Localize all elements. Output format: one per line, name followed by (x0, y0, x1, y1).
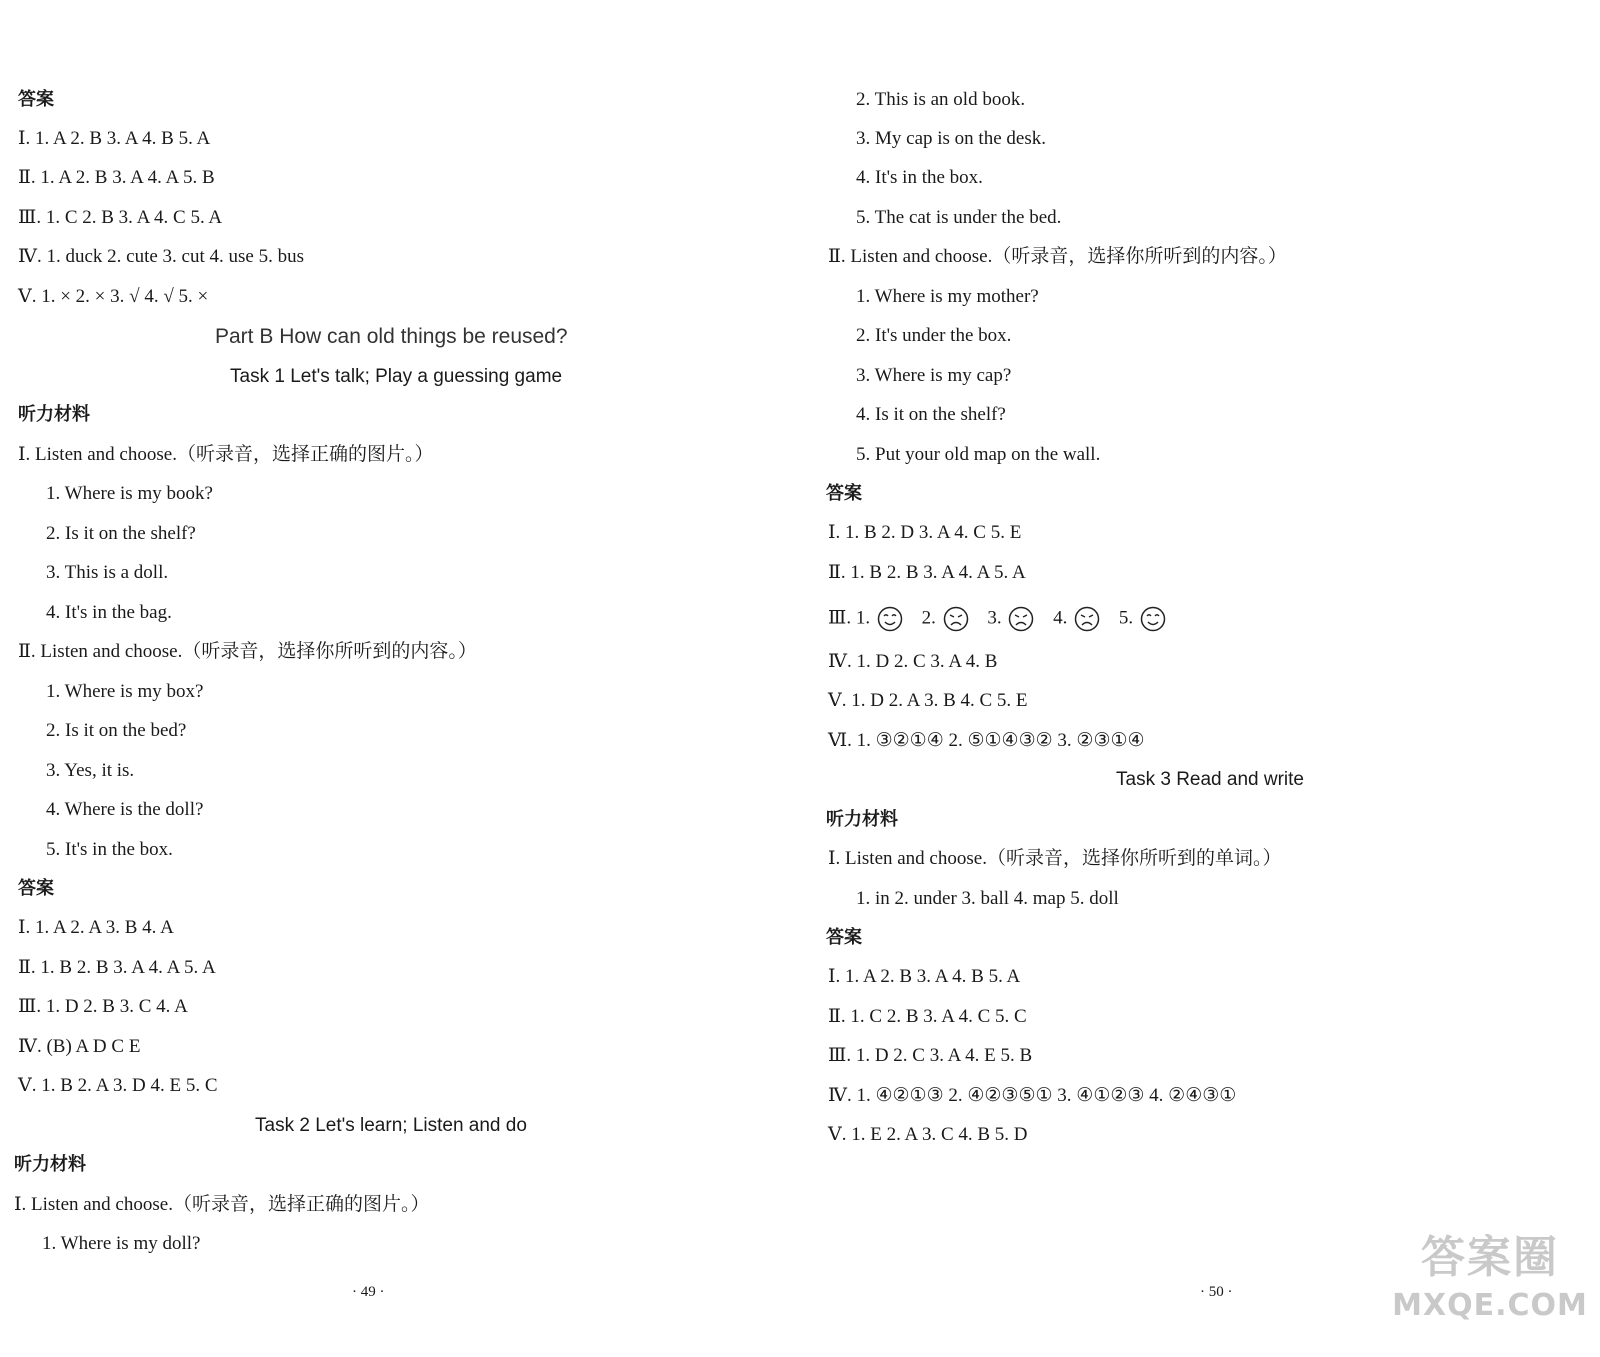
watermark-text-cn: 答案圈 (1421, 1232, 1559, 1283)
answer-heading: 答案 (826, 927, 862, 948)
listening-item: 4. Where is the doll? (46, 799, 204, 820)
face-answer-number: 1. (855, 607, 871, 629)
sad-face-icon (1074, 606, 1100, 632)
answer-line: Ⅰ. 1. A 2. B 3. A 4. B 5. A (828, 966, 1021, 987)
sad-face-icon (943, 606, 969, 632)
answer-heading: 答案 (826, 483, 862, 504)
listening-item: 2. Is it on the shelf? (46, 523, 196, 544)
answer-line: Ⅱ. 1. B 2. B 3. A 4. A 5. A (18, 957, 216, 978)
face-answer-number: 4. (1053, 607, 1068, 629)
part-b-title: Part B How can old things be reused? (215, 325, 568, 348)
face-answer-number: 3. (987, 607, 1002, 629)
answer-line: Ⅲ. 1. D 2. B 3. C 4. A (18, 996, 188, 1017)
answer-line: Ⅳ. (B) A D C E (18, 1036, 141, 1057)
listening-item: 1. Where is my box? (46, 681, 204, 702)
sad-face-icon (1008, 606, 1034, 632)
right-page (800, 0, 1600, 1357)
task-1-title: Task 1 Let's talk; Play a guessing game (230, 366, 563, 387)
exercise-instruction: Ⅰ. Listen and choose.（听录音，选择正确的图片。） (18, 444, 434, 465)
answer-heading: 答案 (18, 878, 54, 899)
listening-item: 2. Is it on the bed? (46, 720, 187, 741)
answer-line: Ⅳ. 1. ④②①③ 2. ④②③⑤① 3. ④①②③ 4. ②④③① (828, 1085, 1237, 1106)
listening-item: 1. Where is my doll? (42, 1233, 201, 1254)
face-answer-number: 5. (1118, 607, 1134, 629)
smiley-face-icon (1140, 606, 1166, 632)
listening-item: 5. Put your old map on the wall. (856, 444, 1101, 465)
listening-item: 5. It's in the box. (46, 839, 173, 860)
answer-line: Ⅱ. 1. C 2. B 3. A 4. C 5. C (828, 1006, 1027, 1027)
answer-line: Ⅴ. 1. E 2. A 3. C 4. B 5. D (828, 1124, 1028, 1145)
listening-item: 4. Is it on the shelf? (856, 404, 1006, 425)
listening-item: 4. It's in the bag. (46, 602, 172, 623)
answer-line: Ⅰ. 1. B 2. D 3. A 4. C 5. E (828, 522, 1022, 543)
listening-material-heading: 听力材料 (18, 404, 90, 425)
answer-line: Ⅳ. 1. duck 2. cute 3. cut 4. use 5. bus (18, 246, 304, 267)
watermark-text-en: MXQE.COM (1392, 1288, 1588, 1323)
listening-item: 4. It's in the box. (856, 167, 983, 188)
answer-line: Ⅲ. 1. D 2. C 3. A 4. E 5. B (828, 1045, 1033, 1066)
page-number: · 50 · (1200, 1284, 1233, 1300)
task-2-title: Task 2 Let's learn; Listen and do (255, 1115, 527, 1136)
answer-line: Ⅴ. 1. × 2. × 3. √ 4. √ 5. × (18, 286, 209, 307)
answer-line: Ⅴ. 1. B 2. A 3. D 4. E 5. C (18, 1075, 218, 1096)
listening-item: 1. in 2. under 3. ball 4. map 5. doll (856, 888, 1119, 909)
answer-line: Ⅱ. 1. B 2. B 3. A 4. A 5. A (828, 562, 1026, 583)
exercise-instruction: Ⅱ. Listen and choose.（听录音，选择你所听到的内容。） (828, 246, 1287, 267)
listening-item: 1. Where is my book? (46, 483, 213, 504)
answer-line: Ⅵ. 1. ③②①④ 2. ⑤①④③② 3. ②③①④ (828, 730, 1145, 751)
listening-item: 1. Where is my mother? (856, 286, 1039, 307)
answer-line: Ⅰ. 1. A 2. B 3. A 4. B 5. A (18, 128, 211, 149)
listening-material-heading: 听力材料 (14, 1154, 86, 1175)
exercise-instruction: Ⅱ. Listen and choose.（听录音，选择你所听到的内容。） (18, 641, 477, 662)
answer-line: Ⅲ. 1. C 2. B 3. A 4. C 5. A (18, 207, 223, 228)
face-answer-line (828, 606, 1180, 632)
answer-line: Ⅱ. 1. A 2. B 3. A 4. A 5. B (18, 167, 215, 188)
page-number: · 49 · (352, 1284, 385, 1300)
answer-line: Ⅰ. 1. A 2. A 3. B 4. A (18, 917, 174, 938)
listening-item: 3. This is a doll. (46, 562, 169, 583)
listening-material-heading: 听力材料 (826, 809, 898, 830)
answer-line: Ⅴ. 1. D 2. A 3. B 4. C 5. E (828, 690, 1028, 711)
listening-item: 3. My cap is on the desk. (856, 128, 1046, 149)
listening-item: 3. Where is my cap? (856, 365, 1012, 386)
answer-heading: 答案 (18, 89, 54, 110)
task-3-title: Task 3 Read and write (1116, 769, 1304, 790)
exercise-instruction: Ⅰ. Listen and choose.（听录音，选择你所听到的单词。） (828, 848, 1282, 869)
listening-item: 2. This is an old book. (856, 89, 1026, 110)
exercise-instruction: Ⅰ. Listen and choose.（听录音，选择正确的图片。） (14, 1194, 430, 1215)
watermark-logo (1390, 1230, 1590, 1340)
listening-item: 2. It's under the box. (856, 325, 1012, 346)
smiley-face-icon (877, 606, 903, 632)
face-answer-prefix: Ⅲ. (828, 607, 852, 629)
listening-item: 3. Yes, it is. (46, 760, 135, 781)
listening-item: 5. The cat is under the bed. (856, 207, 1062, 228)
face-answer-number: 2. (921, 607, 936, 629)
answer-line: Ⅳ. 1. D 2. C 3. A 4. B (828, 651, 998, 672)
